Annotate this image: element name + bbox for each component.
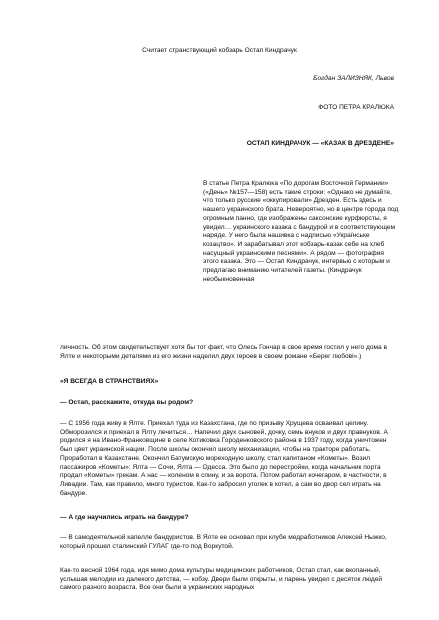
section-heading: «Я ВСЕГДА В СТРАНСТВИЯХ» xyxy=(60,378,159,385)
answer-1: — С 1956 года живу в Ялте. Приехал туда из Казахстана, где по призыву Хрущева осваивал целину. Обморозился и приехал в Ялту лечиться… Напечил двух сыновей, дочку, семь внуков и двух правнуков. А родился я на Ивано-Франковщине в селе Котиковка Городенковского района в 1937 году, когда уничтожен был цвет украинской нации. После школы окончил школу механизации, чтобы на тракторе работать. Проработал в Казахстане. Окончил Батумскую мореходную школу, стал капитаном «Кометы». Возил пассажиров «Кометы»: Ялта — Сочи, Ялта — Одесса. Это было до перестройки, когда начальник порта продал «Кометы» грекам. А нас — коленом в спину, и за ворота. Потом работал кочегаром, в частности, в Ливадии. Там, как правило, много туристов. Как-то забросил уголек в котел, а сам во двор сел играть на бандуре. xyxy=(60,420,388,497)
answer-2: — В самодеятельной капелле бандуристов. В Ялте ее основал при клубе медработников Алексей Ныжко, который прошел сталинский ГУЛАГ где-то под Воркутой. xyxy=(60,534,387,550)
article-title: ОСТАП КИНДРАЧУК — «КАЗАК В ДРЕЗДЕНЕ» xyxy=(246,140,394,147)
author-byline: Богдан ЗАЛИЗНЯК, Львов xyxy=(313,75,394,82)
intro-paragraph: В статье Петра Кралюка «По дорогам Восточной Германии» («День» №157—158) есть такие строки: «Однако не думайте, что только русские «оккупировали» Дрезден. Есть здесь и нашего украинского брата. Невероятно, но в центре города под огромным панно, где изображены саксонские курфюрсты, я увидел… украинского казака с бандурой и в соответствующем наряде. У него была нашивка с надписью «Українське козацтво». И зарабатывал этот кобзарь-казак себе на хлеб насущный украинскими песнями». А рядом — фотография этого казака. Это — Остап Киндрачук, интервью с которым и предлагаю вниманию читателей газеты. (Киндрачук необыкновенная xyxy=(203,180,399,283)
intro-paragraph-continued: личность. Об этом свидетельствует хотя бы тот факт, что Олесь Гончар в свое время гостил у него дома в Ялте и некоторыми деталями из его жизни наделил двух героев в своем романе «Берег любові».) xyxy=(60,344,388,360)
question-2: — А где научились играть на бандуре? xyxy=(60,514,189,521)
photo-caption: Считает странствующий кобзарь Остап Киндрачук xyxy=(142,47,297,54)
paragraph-3: Как-то весной 1964 года, идя мимо дома культуры медицинских работников, Остап стал, как вкопанный, услышав мелодии из далекого детства, — кобзу. Двери были открыты, и парень увидел с десяток людей самого разного возраста. Все они были в украинских народных xyxy=(60,567,383,592)
photo-credit: ФОТО ПЕТРА КРАЛЮКА xyxy=(318,104,394,111)
question-1: — Остап, расскажите, откуда вы родом? xyxy=(60,399,194,406)
